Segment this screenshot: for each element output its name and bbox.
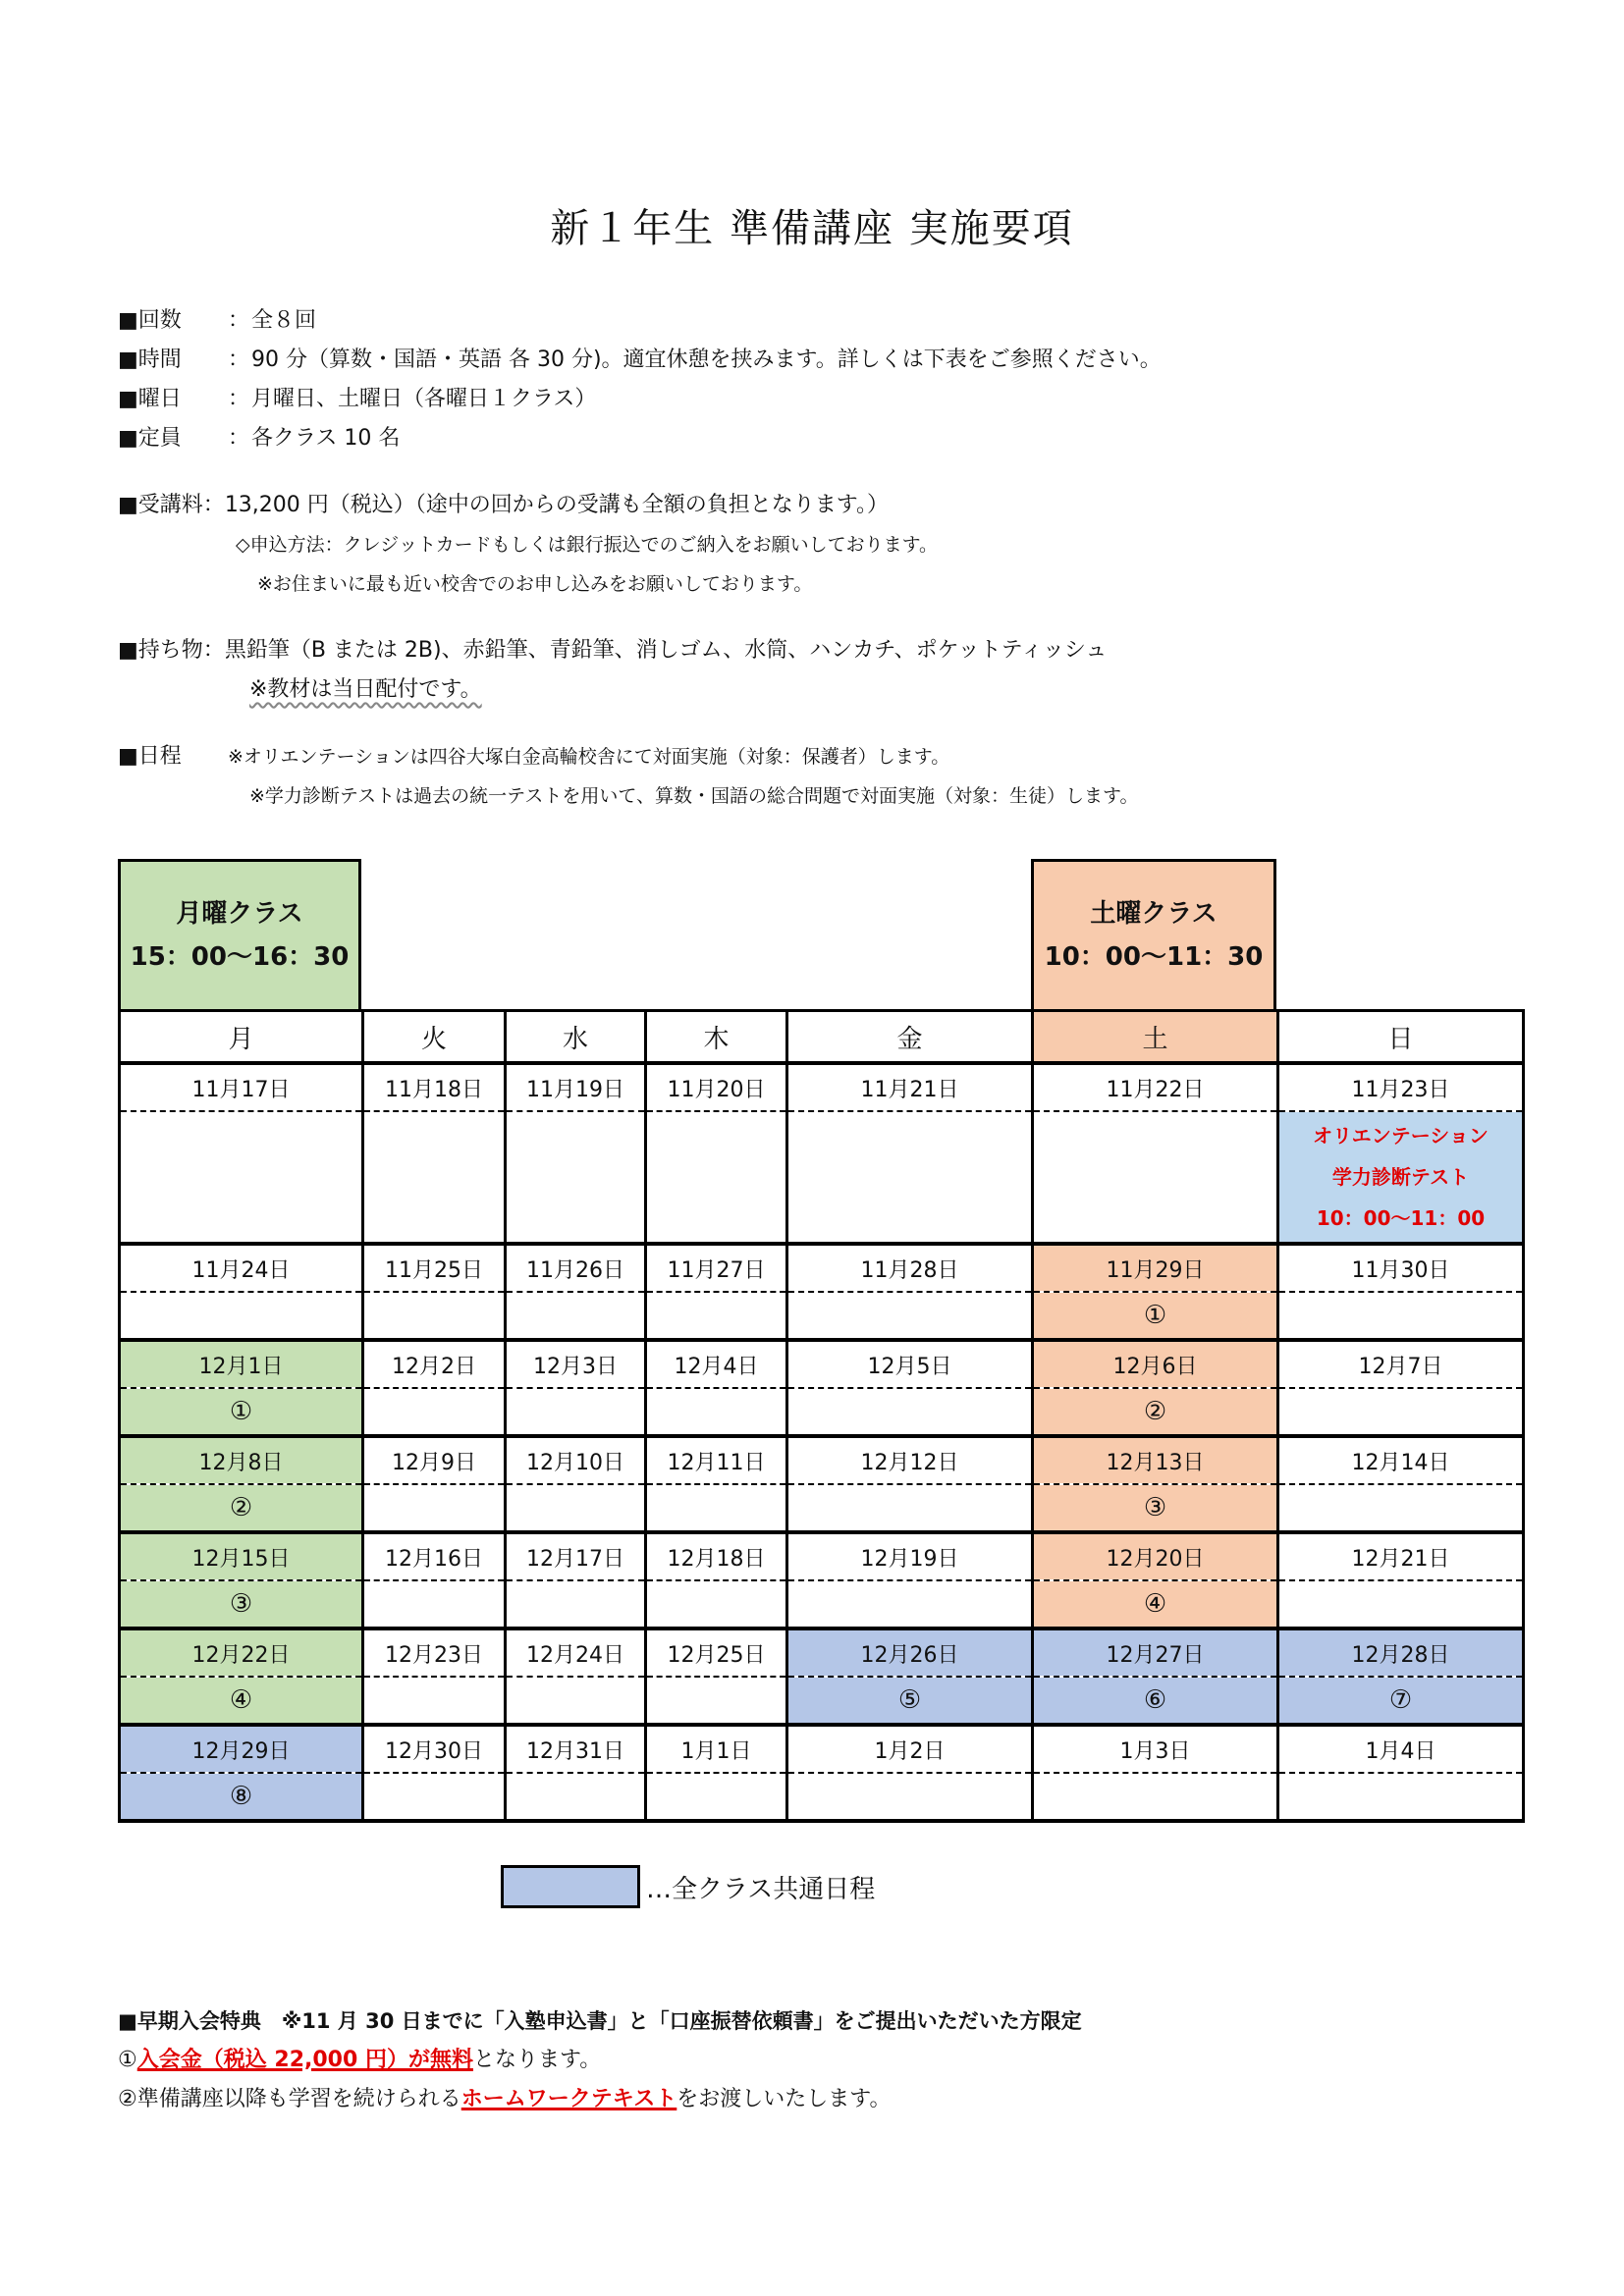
fee-section — [0, 486, 1624, 604]
session-empty-cell — [646, 1677, 787, 1725]
weekday-header-row — [120, 1011, 1524, 1064]
date-cell: 12月5日 — [787, 1340, 1033, 1388]
session-number-cell: ⑤ — [787, 1677, 1033, 1725]
weekday-header-cell: 土 — [1033, 1011, 1278, 1064]
date-cell: 12月2日 — [363, 1340, 506, 1388]
bonus-item-text: ②準備講座以降も学習を続けられる — [118, 2087, 461, 2111]
date-cell: 11月26日 — [506, 1244, 646, 1292]
session-empty-cell — [1278, 1388, 1524, 1436]
date-cell: 12月29日 — [120, 1725, 363, 1773]
fee-row — [118, 486, 1624, 525]
date-cell: 12月19日 — [787, 1532, 1033, 1580]
date-cell: 1月4日 — [1278, 1725, 1524, 1773]
items-separator: ： — [202, 638, 225, 663]
week-session-row — [120, 1292, 1524, 1340]
session-number-cell: ⑦ — [1278, 1677, 1524, 1725]
fee-note: ※お住まいに最も近い校舎でのお申し込みをお願いしております。 — [257, 573, 813, 595]
session-empty-cell — [506, 1388, 646, 1436]
week-session-row — [120, 1773, 1524, 1821]
session-empty-cell — [646, 1292, 787, 1340]
session-empty-cell — [363, 1677, 506, 1725]
session-empty-cell — [646, 1388, 787, 1436]
weekday-header-cell: 金 — [787, 1011, 1033, 1064]
date-cell: 11月21日 — [787, 1063, 1033, 1111]
session-empty-cell — [646, 1111, 787, 1244]
week-session-row — [120, 1677, 1524, 1725]
date-cell: 11月17日 — [120, 1063, 363, 1111]
info-value: 月曜日、土曜日（各曜日１クラス） — [251, 387, 597, 411]
info-key: ■定員 — [118, 426, 182, 451]
calendar-table — [118, 1009, 1525, 1823]
fee-value: 13,200 円（税込）（途中の回からの受講も全額の負担となります。） — [224, 493, 890, 517]
session-empty-cell — [787, 1484, 1033, 1532]
date-cell: 12月16日 — [363, 1532, 506, 1580]
session-empty-cell — [646, 1773, 787, 1821]
date-cell: 12月21日 — [1278, 1532, 1524, 1580]
date-cell: 11月22日 — [1033, 1063, 1278, 1111]
bonus-item-number: ① — [118, 2048, 137, 2072]
legend-text: …全クラス共通日程 — [646, 1874, 876, 1904]
fee-separator: ： — [202, 493, 225, 517]
bonus-heading: ■早期入会特典 ※11 月 30 日までに「入塾申込書」と「口座振替依頼書」をご提出いただいた方限定 — [118, 2009, 1082, 2033]
schedule-row-1 — [118, 737, 1624, 776]
week-date-row — [120, 1629, 1524, 1677]
bonus-item-text: となります。 — [472, 2048, 602, 2072]
fee-method: ◇申込方法：クレジットカードもしくは銀行振込でのご納入をお願いしております。 — [236, 534, 939, 556]
bonus-highlight-text: ホームワークテキスト — [460, 2087, 677, 2111]
date-cell: 1月1日 — [646, 1725, 787, 1773]
week-date-row — [120, 1063, 1524, 1111]
date-cell: 11月20日 — [646, 1063, 787, 1111]
date-cell: 12月10日 — [506, 1436, 646, 1484]
session-empty-cell — [1033, 1111, 1278, 1244]
date-cell: 11月18日 — [363, 1063, 506, 1111]
date-cell: 11月23日 — [1278, 1063, 1524, 1111]
date-cell: 11月24日 — [120, 1244, 363, 1292]
date-cell: 11月27日 — [646, 1244, 787, 1292]
items-label: ■持ち物 — [118, 638, 203, 663]
week-date-row — [120, 1725, 1524, 1773]
date-cell: 12月8日 — [120, 1436, 363, 1484]
date-cell: 12月7日 — [1278, 1340, 1524, 1388]
session-empty-cell — [506, 1773, 646, 1821]
date-cell: 12月23日 — [363, 1629, 506, 1677]
items-row — [118, 631, 1624, 670]
date-cell: 12月17日 — [506, 1532, 646, 1580]
date-cell: 12月27日 — [1033, 1629, 1278, 1677]
week-date-row — [120, 1244, 1524, 1292]
calendar-body — [120, 1011, 1524, 1822]
session-empty-cell — [120, 1292, 363, 1340]
session-empty-cell — [787, 1292, 1033, 1340]
session-number-cell: ④ — [1033, 1580, 1278, 1629]
info-value: 各クラス 10 名 — [251, 426, 401, 451]
saturday-class-box — [1031, 859, 1276, 1009]
date-cell: 12月26日 — [787, 1629, 1033, 1677]
bonus-item-1 — [118, 2041, 1624, 2080]
session-empty-cell — [363, 1292, 506, 1340]
week-date-row — [120, 1532, 1524, 1580]
orientation-event-cell — [1278, 1111, 1524, 1244]
saturday-class-name: 土曜クラス — [1090, 899, 1218, 929]
date-cell: 11月25日 — [363, 1244, 506, 1292]
weekday-header-cell: 月 — [120, 1011, 363, 1064]
page-title: 新１年生 準備講座 実施要項 — [550, 206, 1074, 251]
info-row-time — [118, 341, 1624, 380]
session-empty-cell — [646, 1580, 787, 1629]
session-empty-cell — [506, 1580, 646, 1629]
saturday-class-time: 10：00〜11：30 — [1044, 942, 1264, 972]
week-session-row — [120, 1484, 1524, 1532]
date-cell: 12月4日 — [646, 1340, 787, 1388]
weekday-header-cell: 木 — [646, 1011, 787, 1064]
session-number-cell: ① — [1033, 1292, 1278, 1340]
items-section — [0, 631, 1624, 710]
event-text: 学力診断テスト — [1331, 1165, 1470, 1189]
date-cell: 12月12日 — [787, 1436, 1033, 1484]
date-cell: 11月29日 — [1033, 1244, 1278, 1292]
bonus-item-text: をお渡しいたします。 — [677, 2087, 892, 2111]
session-number-cell: ② — [120, 1484, 363, 1532]
info-key: ■曜日 — [118, 387, 182, 411]
session-empty-cell — [1033, 1773, 1278, 1821]
session-empty-cell — [363, 1484, 506, 1532]
date-cell: 12月11日 — [646, 1436, 787, 1484]
monday-class-name: 月曜クラス — [176, 899, 303, 929]
weekday-header-cell: 日 — [1278, 1011, 1524, 1064]
date-cell: 12月30日 — [363, 1725, 506, 1773]
session-empty-cell — [120, 1111, 363, 1244]
date-cell: 12月14日 — [1278, 1436, 1524, 1484]
weekday-header-cell: 火 — [363, 1011, 506, 1064]
fee-label: ■受講料 — [118, 493, 203, 517]
date-cell: 12月1日 — [120, 1340, 363, 1388]
info-row-count — [118, 301, 1624, 341]
info-key: ■時間 — [118, 347, 182, 372]
session-empty-cell — [363, 1580, 506, 1629]
info-separator: ： — [228, 426, 250, 451]
course-info — [0, 301, 1624, 458]
legend-swatch — [501, 1865, 640, 1908]
date-cell: 12月15日 — [120, 1532, 363, 1580]
event-text: 10：00〜11：00 — [1316, 1206, 1486, 1230]
schedule-note-test: ※学力診断テストは過去の統一テストを用いて、算数・国語の総合問題で対面実施（対象：生徒）します。 — [249, 785, 1139, 807]
week-session-row — [120, 1111, 1524, 1244]
info-row-capacity — [118, 419, 1624, 458]
date-cell: 12月24日 — [506, 1629, 646, 1677]
date-cell: 12月3日 — [506, 1340, 646, 1388]
session-number-cell: ③ — [120, 1580, 363, 1629]
bonus-highlight-fee: 入会金（税込 22,000 円）が無料 — [136, 2048, 473, 2072]
date-cell: 11月19日 — [506, 1063, 646, 1111]
session-empty-cell — [506, 1484, 646, 1532]
event-text: オリエンテーション — [1313, 1124, 1489, 1148]
session-empty-cell — [506, 1292, 646, 1340]
session-empty-cell — [506, 1677, 646, 1725]
date-cell: 12月22日 — [120, 1629, 363, 1677]
session-number-cell: ④ — [120, 1677, 363, 1725]
session-empty-cell — [363, 1388, 506, 1436]
session-number-cell: ⑥ — [1033, 1677, 1278, 1725]
early-bonus-section — [0, 2002, 1624, 2119]
info-value: 全８回 — [251, 308, 317, 333]
date-cell: 12月18日 — [646, 1532, 787, 1580]
schedule-label: ■日程 — [118, 744, 182, 769]
date-cell: 12月6日 — [1033, 1340, 1278, 1388]
date-cell: 1月3日 — [1033, 1725, 1278, 1773]
session-empty-cell — [787, 1111, 1033, 1244]
date-cell: 1月2日 — [787, 1725, 1033, 1773]
date-cell: 12月20日 — [1033, 1532, 1278, 1580]
info-separator: ： — [228, 347, 250, 372]
session-empty-cell — [787, 1388, 1033, 1436]
session-empty-cell — [787, 1580, 1033, 1629]
session-number-cell: ① — [120, 1388, 363, 1436]
info-key: ■回数 — [118, 308, 182, 333]
class-header-row — [118, 859, 1522, 1009]
date-cell: 12月28日 — [1278, 1629, 1524, 1677]
date-cell: 11月30日 — [1278, 1244, 1524, 1292]
items-value: 黒鉛筆（B または 2B)、赤鉛筆、青鉛筆、消しゴム、水筒、ハンカチ、ポケットティッシュ — [224, 638, 1108, 663]
monday-class-box — [118, 859, 361, 1009]
info-row-day — [118, 380, 1624, 419]
session-empty-cell — [1278, 1580, 1524, 1629]
session-number-cell: ⑧ — [120, 1773, 363, 1821]
schedule-note-orientation: ※オリエンテーションは四谷大塚白金高輪校舎にて対面実施（対象：保護者）します。 — [228, 746, 950, 768]
info-separator: ： — [228, 387, 250, 411]
items-note: ※教材は当日配付です。 — [249, 677, 482, 702]
session-empty-cell — [363, 1111, 506, 1244]
session-empty-cell — [1278, 1484, 1524, 1532]
date-cell: 12月31日 — [506, 1725, 646, 1773]
session-number-cell: ② — [1033, 1388, 1278, 1436]
bonus-item-2 — [118, 2080, 1624, 2119]
week-date-row — [120, 1436, 1524, 1484]
schedule-section — [0, 737, 1624, 816]
session-empty-cell — [506, 1111, 646, 1244]
info-value: 90 分（算数・国語・英語 各 30 分)。適宜休憩を挟みます。詳しくは下表をご参照ください。 — [251, 347, 1162, 372]
monday-class-time: 15：00〜16：30 — [130, 942, 350, 972]
weekday-header-cell: 水 — [506, 1011, 646, 1064]
session-empty-cell — [363, 1773, 506, 1821]
session-empty-cell — [646, 1484, 787, 1532]
schedule-calendar — [118, 859, 1522, 1823]
week-session-row — [120, 1388, 1524, 1436]
week-session-row — [120, 1580, 1524, 1629]
legend — [501, 1862, 1624, 1911]
date-cell: 12月25日 — [646, 1629, 787, 1677]
items-note-row — [249, 670, 1624, 710]
info-separator: ： — [228, 308, 250, 333]
week-date-row — [120, 1340, 1524, 1388]
date-cell: 12月13日 — [1033, 1436, 1278, 1484]
date-cell: 11月28日 — [787, 1244, 1033, 1292]
date-cell: 12月9日 — [363, 1436, 506, 1484]
session-empty-cell — [1278, 1773, 1524, 1821]
session-number-cell: ③ — [1033, 1484, 1278, 1532]
session-empty-cell — [1278, 1292, 1524, 1340]
session-empty-cell — [787, 1773, 1033, 1821]
